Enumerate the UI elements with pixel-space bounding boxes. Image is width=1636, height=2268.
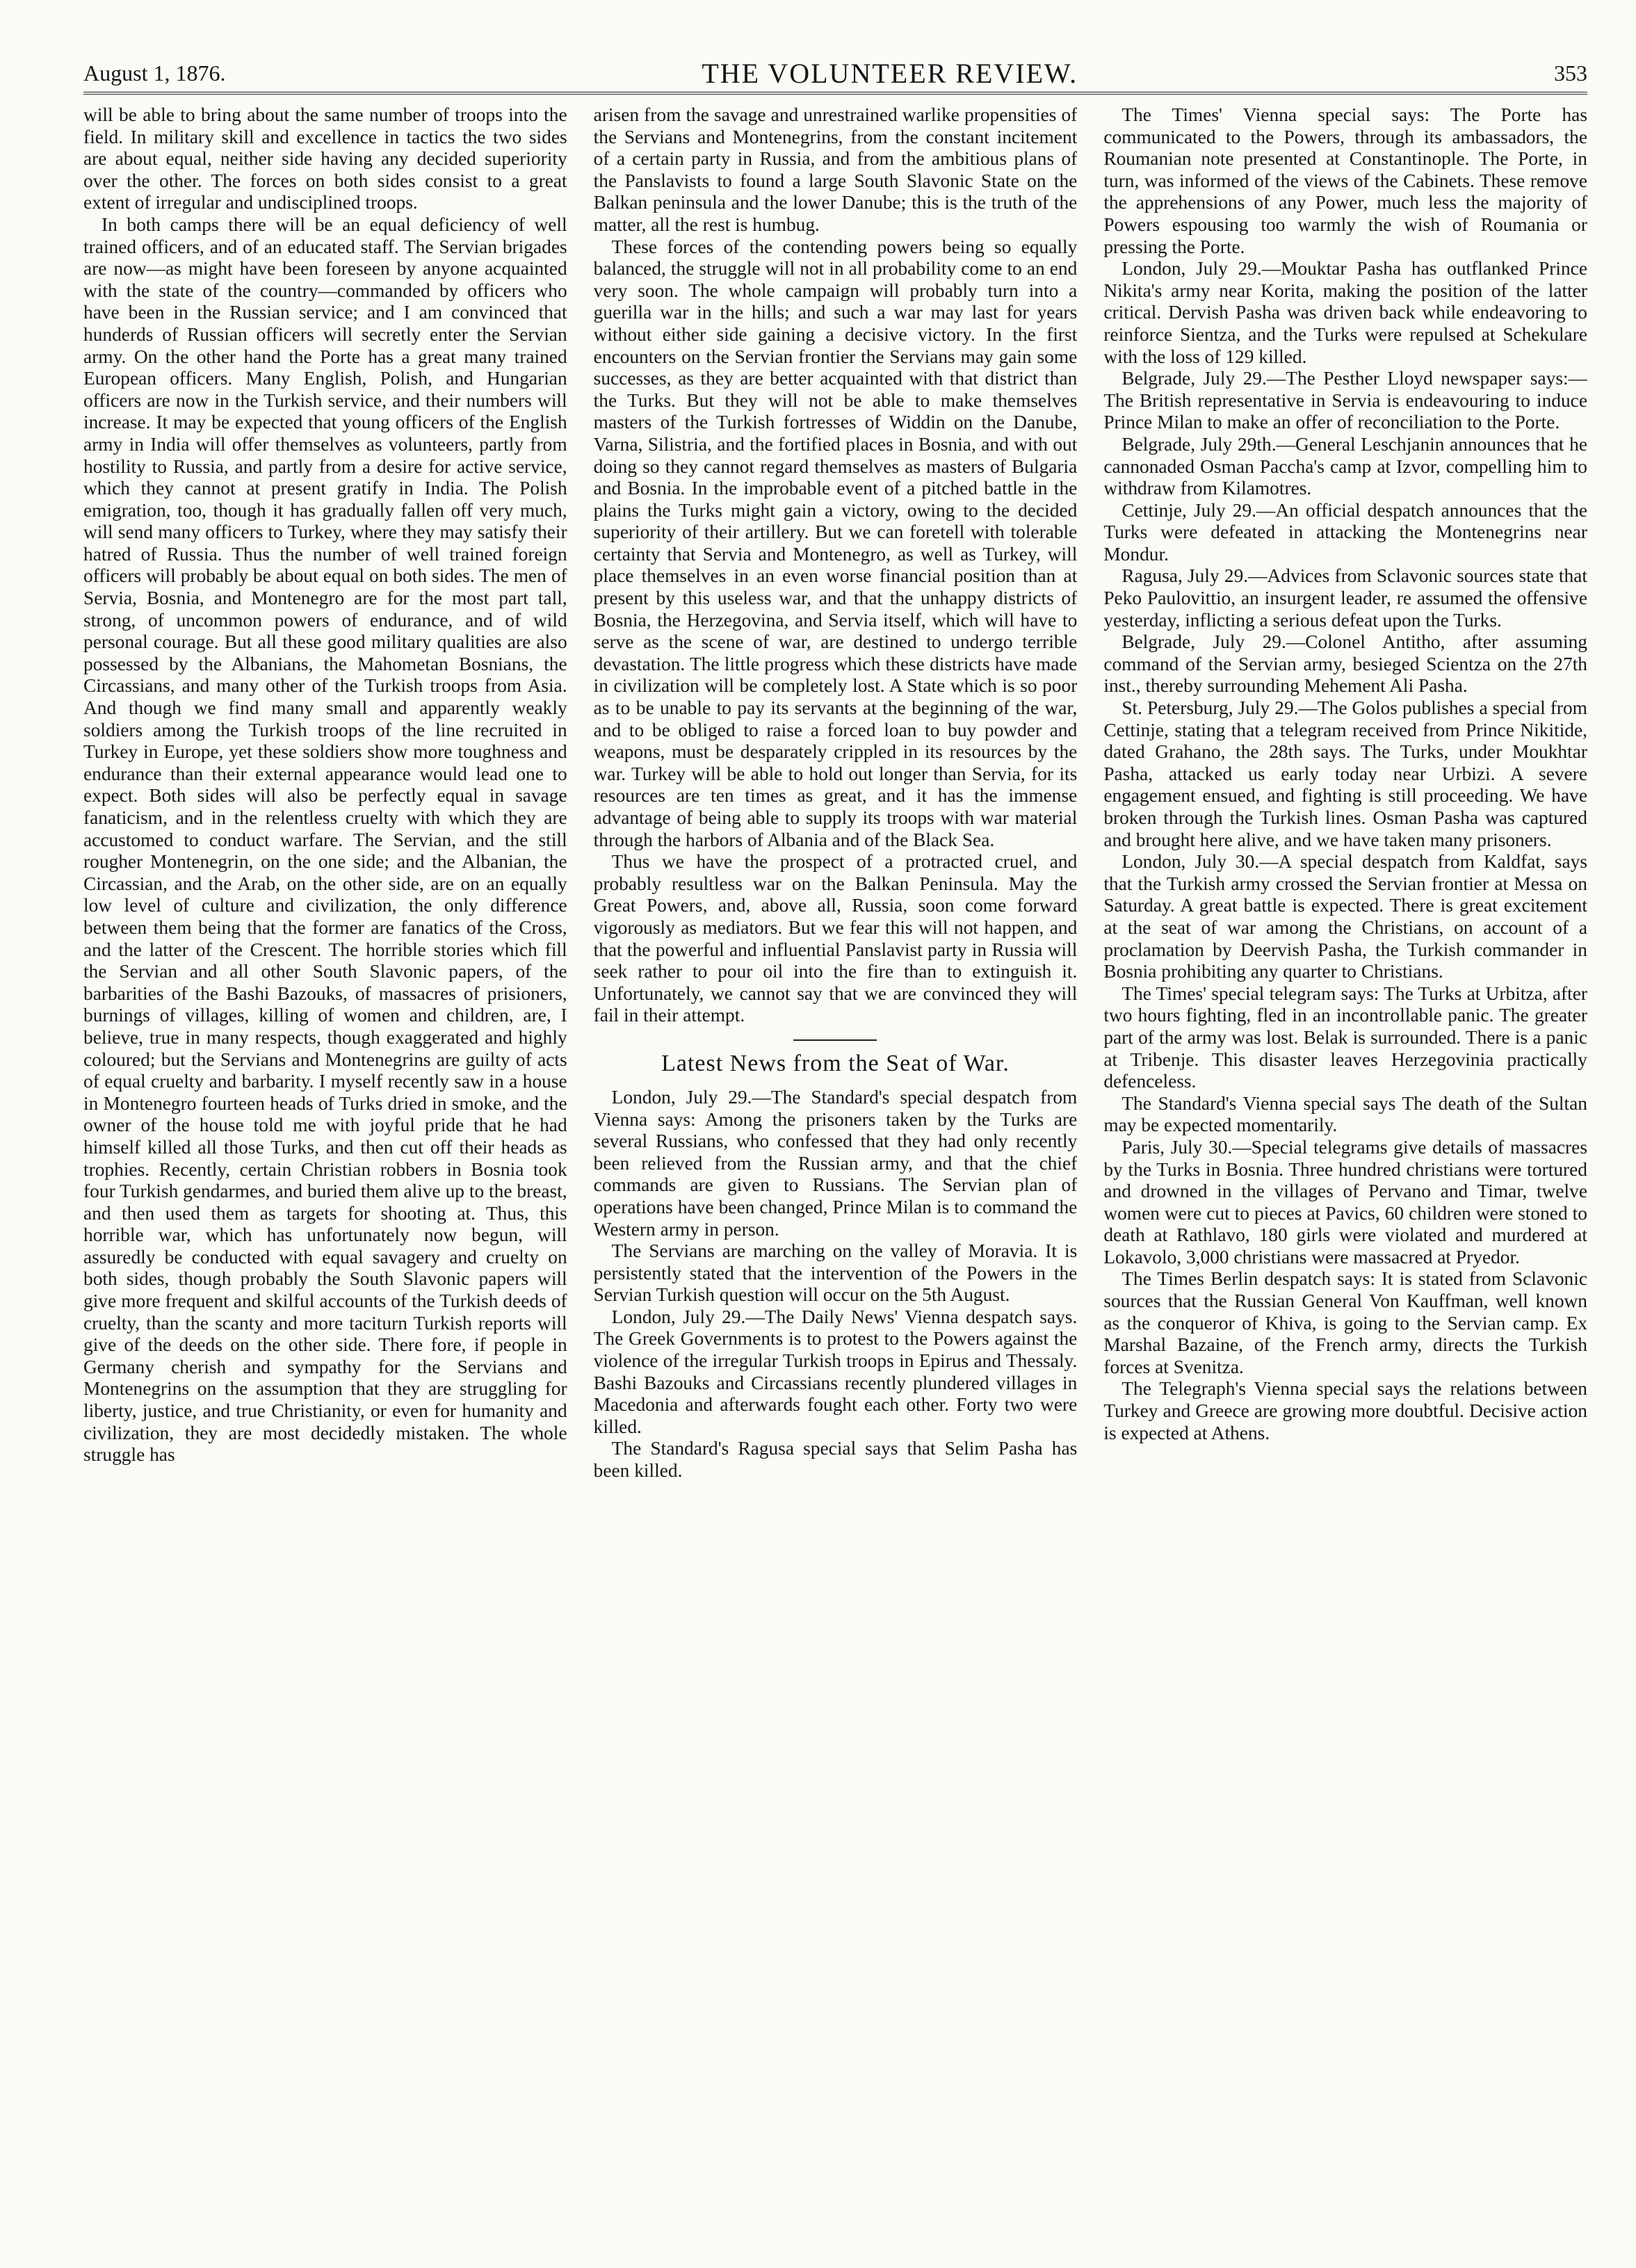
news-item: Belgrade, July 29.—The Pesther Lloyd newspaper says:—The British representative in Servia is endeavouring to induce Prince Milan to make an offer of reconciliation to the Porte. — [1103, 368, 1587, 433]
section-heading: Latest News from the Seat of War. — [661, 1050, 1010, 1076]
article-columns — [83, 104, 1587, 2225]
publication-title: THE VOLUNTEER REVIEW. — [702, 57, 1078, 89]
page-header — [83, 49, 1587, 97]
header-rule — [83, 92, 1587, 95]
news-item: The Times Berlin despatch says: It is stated from Sclavonic sources that the Russian General Von Kauffman, well known as the conqueror of Khiva, is going to the Servian camp. Ex Marshal Bazaine, of the French army, directs the Turkish forces at Svenitza. — [1103, 1268, 1587, 1377]
news-item: The Times' special telegram says: The Turks at Urbitza, after two hours fighting, fled in an incontrollable panic. The greater part of the army was lost. Belak is surrounded. There is a panic at Tribenje. This disaster leaves Herzegovinia practically defenceless. — [1103, 982, 1587, 1092]
paragraph: Thus we have the prospect of a protracted cruel, and probably resultless war on the Balkan Peninsula. May the Great Powers, and, above all, Russia, soon come forward vigorously as mediators. But we fear this will not happen, and that the powerful and influential Panslavist party in Russia will seek rather to pour oil into the fire than to extinguish it. Unfortunately, we cannot say that we are convinced they will fail in their attempt. — [593, 851, 1078, 1026]
news-item: Belgrade, July 29th.—General Leschjanin announces that he cannonaded Osman Paccha's camp at Izvor, compelling him to withdraw from Kilamotres. — [1103, 433, 1587, 499]
column-1 — [83, 104, 567, 2225]
section-divider — [793, 1039, 877, 1041]
news-item: Cettinje, July 29.—An official despatch announces that the Turks were defeated in attacking the Montenegrins near Mondur. — [1103, 499, 1587, 565]
news-item: The Servians are marching on the valley of Moravia. It is persistently stated that the intervention of the Powers in the Servian Turkish question will occur on the 5th August. — [593, 1240, 1078, 1306]
paragraph: arisen from the savage and unrestrained warlike propensities of the Servians and Montenegrins, from the constant incitement of a certain party in Russia, and from the ambitious plans of the Panslavists to found a large South Slavonic State on the Balkan peninsula and the lower Danube; this is the truth of the matter, all the rest is humbug. — [593, 104, 1078, 235]
paragraph: In both camps there will be an equal deficiency of well trained officers, and of an educated staff. The Servian brigades are now—as might have been foreseen by anyone acquainted with the state of the country—commanded by officers who have been in the Russian service; and I am convinced that hunderds of Russian officers will secretly enter the Servian army. On the other hand the Porte has a great many trained European officers. Many English, Polish, and Hungarian officers are now in the Turkish service, and their numbers will increase. It may be expected that young officers of the English army in India will offer themselves as volunteers, partly from hostility to Russia, and partly from a desire for active service, which they cannot at present gratify in India. The Polish emigration, too, though it has gradually fallen off very much, will send many officers to Turkey, where they may satisfy their hatred of Russia. Thus the number of well trained foreign officers will probably be about equal on both sides. The men of Servia, Bosnia, and Montenegro are for the most part tall, strong, of uncommon powers of endurance, and of wild personal courage. But all these good military qualities are also possessed by the Albanians, the Mahometan Bosnians, the Circassians, and many other of the Turkish troops from Asia. And though we find many small and apparently weakly soldiers among the Turkish troops of the line recruited in Turkey in Europe, yet these soldiers show more toughness and endurance than their external appearance would lead one to expect. Both sides will also be perfectly equal in savage fanaticism, and in the relentless cruelty with which they are accustomed to conduct warfare. The Servian, and the still rougher Montenegrin, on the one side; and the Albanian, the Circassian, and the Arab, on the other side, are on an equally low level of culture and civilization, the only difference between them being that the former are fanatics of the Cross, and the latter of the Crescent. The horrible stories which fill the Servian and all other South Slavonic papers, of the barbarities of the Bashi Bazouks, of massacres of prisioners, burnings of villages, killing of women and children, are, I believe, true in many respects, though exaggerated and highly coloured; but the Servians and Montenegrins are guilty of acts of equal cruelty and barbarity. I myself recently saw in a house in Montenegro fourteen heads of Turks dried in smoke, and the owner of the house told me with joyful pride that he had himself killed all those Turks, and then cut off their heads as trophies. Recently, certain Christian robbers in Bosnia took four Turkish gendarmes, and buried them alive up to the breast, and then used them as targets for shooting at. Thus, this horrible war, which has unfortunately now begun, will assuredly be conducted with equal savagery and cruelty on both sides, though probably the South Slavonic papers will give more frequent and skilful accounts of the Turkish deeds of cruelty, than the scanty and more taciturn Turkish reports will give of the deeds on the other side. There fore, if people in Germany cherish and sympathy for the Servians and Montenegrins on the assumption that they are struggling for liberty, justice, and true Christianity, or even for humanity and civilization, they are most decidedly mistaken. The whole struggle has — [83, 213, 567, 1466]
paragraph: These forces of the contending powers being so equally balanced, the struggle will not in all probability come to an end very soon. The whole campaign will probably turn into a guerilla war in the hills; and such a war may last for years without either side gaining a decisive victory. In the first encounters on the Servian frontier the Servians may gain some successes, as they are better acquainted with that district than the Turks. But they will not be able to make themselves masters of the Turkish fortresses of Widdin on the Danube, Varna, Silistria, and the fortified places in Bosnia, and with out doing so they cannot regard themselves as masters of Bulgaria and Bosnia. In the improbable event of a pitched battle in the plains the Turks might gain a victory, owing to the decided superiority of their artillery. But we can foretell with tolerable certainty that Servia and Montenegro, as well as Turkey, will place themselves in an even worse financial position than at present by this useless war, and that the unhappy districts of Bosnia, the Herzegovina, and Servia itself, which will have to serve as the scene of war, are destined to undergo terrible devastation. The little progress which these districts have made in civilization will be completely lost. A State which is so poor as to be unable to pay its servants at the beginning of the war, and to be obliged to raise a forced loan to buy powder and weapons, must be desparately crippled in its resources by the war. Turkey will be able to hold out longer than Servia, for its resources are ten times as great, and it has the immense advantage of being able to supply its troops with war material through the harbors of Albania and of the Black Sea. — [593, 236, 1078, 850]
news-item: London, July 29.—Mouktar Pasha has outflanked Prince Nikita's army near Korita, making the position of the latter critical. Dervish Pasha was driven back while endeavoring to reinforce Sientza, and the Turks were repulsed at Schekulare with the loss of 129 killed. — [1103, 258, 1587, 367]
news-item: The Times' Vienna special says: The Porte has communicated to the Powers, through its ambassadors, the Roumanian note presented at Constantinople. The Porte, in turn, was informed of the views of the Cabinets. These remove the apprehensions of any Power, much less the majority of Powers espousing too warmly the wish of Roumania or pressing the Porte. — [1103, 104, 1587, 257]
news-item: The Standard's Ragusa special says that Selim Pasha has been killed. — [593, 1438, 1078, 1482]
news-item: Ragusa, July 29.—Advices from Sclavonic sources state that Peko Paulovittio, an insurgent leader, re assumed the offensive yesterday, inflicting a serious defeat upon the Turks. — [1103, 565, 1587, 631]
news-item: London, July 30.—A special despatch from Kaldfat, says that the Turkish army crossed the Servian frontier at Messa on Saturday. A great battle is expected. There is great excitement at the seat of war among the Christians, on account of a proclamation by Deervish Pasha, the Turkish commander in Bosnia prohibiting any quarter to Christians. — [1103, 851, 1587, 982]
news-item: London, July 29.—The Daily News' Vienna despatch says. The Greek Governments is to protest to the Powers against the violence of the irregular Turkish troops in Epirus and Thessaly. Bashi Bazouks and Circassians recently plundered villages in Macedonia and afterwards fought each other. Forty two were killed. — [593, 1306, 1078, 1437]
column-3 — [1103, 104, 1587, 2225]
news-item: The Standard's Vienna special says The death of the Sultan may be expected momentarily. — [1103, 1092, 1587, 1136]
paragraph: will be able to bring about the same number of troops into the field. In military skill and excellence in tactics the two sides are about equal, neither side having any decided superiority over the other. The forces on both sides consist to a great extent of irregular and undisciplined troops. — [83, 104, 567, 213]
issue-date: August 1, 1876. — [83, 60, 226, 86]
page-number: 353 — [1554, 60, 1587, 86]
news-item: The Telegraph's Vienna special says the relations between Turkey and Greece are growing more doubtful. Decisive action is expected at Athens. — [1103, 1378, 1587, 1443]
news-item: London, July 29.—The Standard's special despatch from Vienna says: Among the prisoners taken by the Turks are several Russians, who confessed that they had only recently been relieved from the Russian army, and that the chief commands are given to Russians. The Servian plan of operations have been changed, Prince Milan is to command the Western army in person. — [593, 1086, 1078, 1240]
column-2 — [594, 104, 1078, 2225]
news-item: St. Petersburg, July 29.—The Golos publishes a special from Cettinje, stating that a telegram received from Prince Nikitide, dated Grahano, the 28th says. The Turks, under Moukhtar Pasha, attacked us early today near Urbizi. A severe engagement ensued, and fighting is still proceeding. We have broken through the Turkish lines. Osman Pasha was captured and brought here alive, and we have taken many prisoners. — [1103, 697, 1587, 850]
news-item: Paris, July 30.—Special telegrams give details of massacres by the Turks in Bosnia. Three hundred christians were tortured and drowned in the villages of Pervano and Timar, twelve women were cut to pieces at Pavics, 60 children were stoned to death at Rathlavo, 180 girls were violated and murdered at Lokavolo, 3,000 christians were massacred at Pryedor. — [1103, 1136, 1587, 1267]
news-item: Belgrade, July 29.—Colonel Antitho, after assuming command of the Servian army, besieged Scientza on the 27th inst., thereby surrounding Mehement Ali Pasha. — [1103, 631, 1587, 697]
